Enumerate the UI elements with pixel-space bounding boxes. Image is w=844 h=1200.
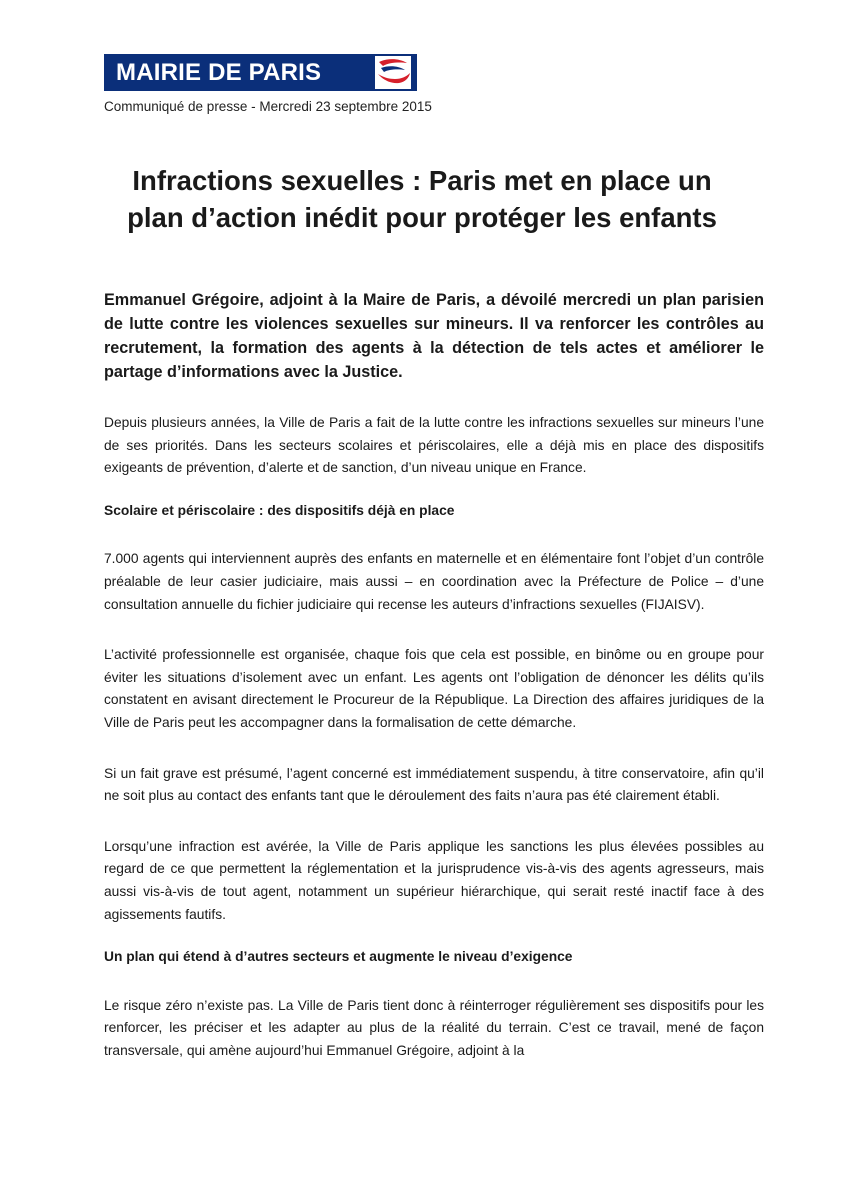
intro-paragraph: Depuis plusieurs années, la Ville de Paris a fait de la lutte contre les infractions sexuelles sur mineurs l’une de ses priorités. Dans les secteurs scolaires et périscolaires, elle a déjà mis en place des dispositifs exigeants de prévention, d’alerte et de sanction, d’un niveau unique en France. <box>104 415 764 476</box>
lead-paragraph: Emmanuel Grégoire, adjoint à la Maire de Paris, a dévoilé mercredi un plan parisien de lutte contre les violences sexuelles sur mineurs. Il va renforcer les contrôles au recrutement, la formation des agents à la détection de tels actes et améliorer le partage d’informations avec la Justice. <box>104 291 764 381</box>
title-line-1: Infractions sexuelles : Paris met en place un <box>132 165 712 196</box>
body-paragraph: L’activité professionnelle est organisée, chaque fois que cela est possible, en binôme ou en groupe pour éviter les situations d’isolement avec un enfant. Les agents ont l’obligation de dénoncer les délits qu’ils constatent en avisant directement le Procureur de la République. La Direction des affaires juridiques de la Ville de Paris peut les accompagner dans la formalisation de cette démarche. <box>104 647 764 730</box>
section-heading-scolaire: Scolaire et périscolaire : des dispositifs déjà en place <box>104 502 455 518</box>
logo-text: MAIRIE DE PARIS <box>116 58 322 86</box>
paris-ship-emblem-icon <box>375 56 411 89</box>
press-release-dateline: Communiqué de presse - Mercredi 23 septembre 2015 <box>104 99 432 114</box>
body-paragraph: 7.000 agents qui interviennent auprès des enfants en maternelle et en élémentaire font l’objet d’un contrôle préalable de leur casier judiciaire, mais aussi – en coordination avec la Préfecture de Police – d’une consultation annuelle du fichier judiciaire qui recense les auteurs d’infractions sexuelles (FIJAISV). <box>104 551 764 612</box>
body-paragraph: Lorsqu’une infraction est avérée, la Ville de Paris applique les sanctions les plus élevées possibles au regard de ce que permettent la réglementation et la jurisprudence vis-à-vis des agents agresseurs, mais aussi vis-à-vis de tout agent, notamment un supérieur hiérarchique, qui serait resté inactif face à des agissements fautifs. <box>104 838 764 922</box>
body-paragraph: Le risque zéro n’existe pas. La Ville de Paris tient donc à réinterroger régulièrement ses dispositifs pour les renforcer, les préciser et les adapter au plus de la réalité du terrain. C’est ce travail, mené de façon transversale, qui amène aujourd’hui Emmanuel Grégoire, adjoint à la <box>104 997 764 1058</box>
body-paragraph: Si un fait grave est présumé, l’agent concerné est immédiatement suspendu, à titre conservatoire, afin qu’il ne soit plus au contact des enfants tant que le déroulement des faits n’aura pas été clairement établi. <box>104 765 764 804</box>
title-line-2: plan d’action inédit pour protéger les enfants <box>127 202 717 233</box>
page-title <box>60 162 784 236</box>
section-heading-plan: Un plan qui étend à d’autres secteurs et augmente le niveau d’exigence <box>104 949 573 965</box>
article-body <box>104 412 764 1062</box>
mairie-de-paris-logo <box>104 54 417 91</box>
